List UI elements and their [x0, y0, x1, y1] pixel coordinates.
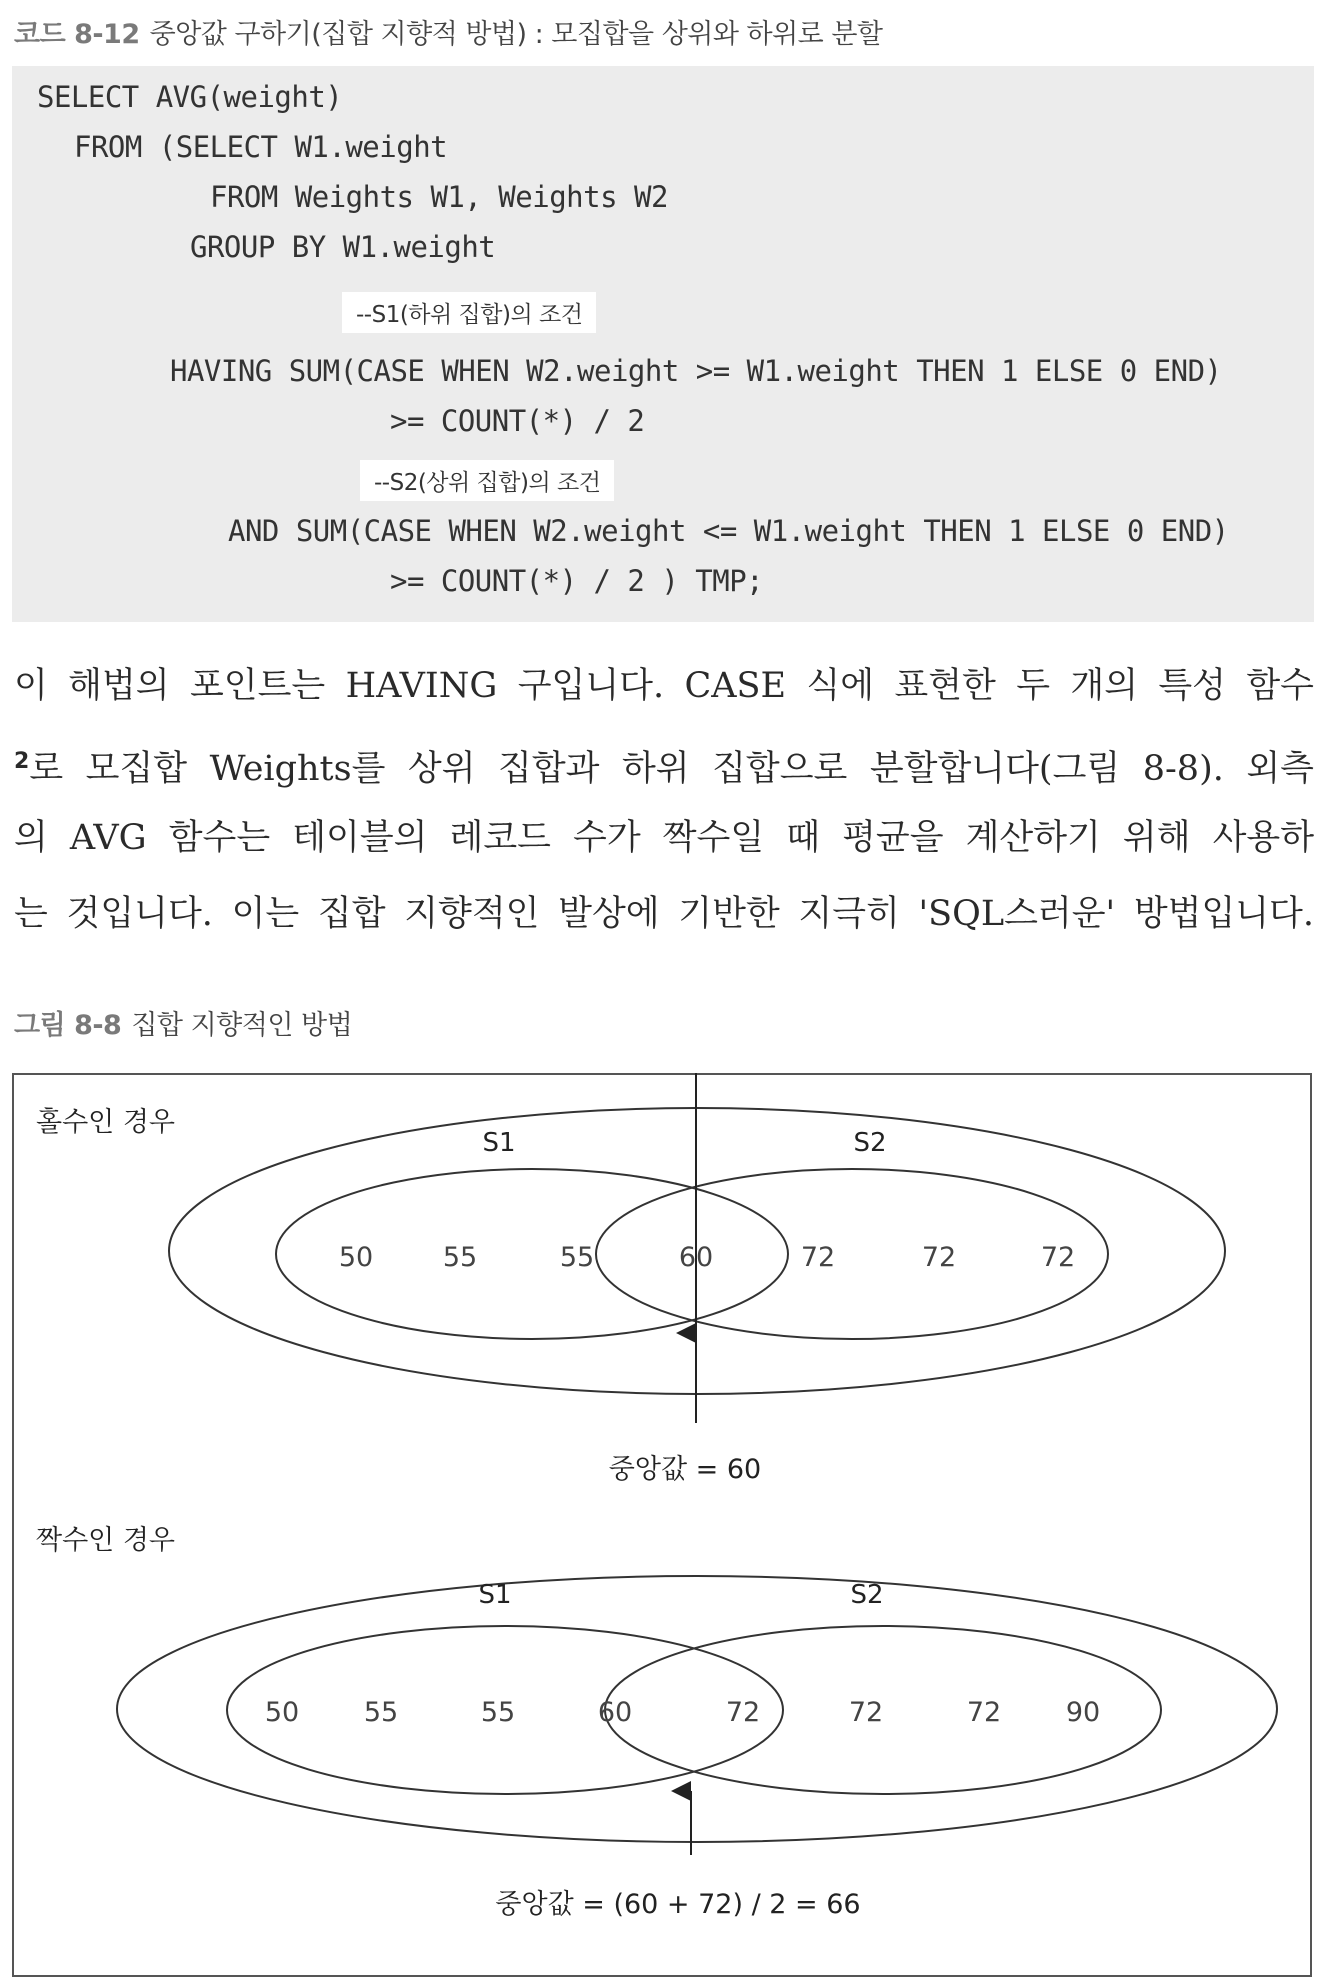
odd-value: 50: [338, 1242, 374, 1273]
even-median-label: 중앙값 = (60 + 72) / 2 = 66: [495, 1889, 861, 1920]
body-line: [14, 724, 1314, 800]
code-comment-s1: --S1(하위 집합)의 조건: [342, 292, 596, 333]
code-line: HAVING SUM(CASE WHEN W2.weight >= W1.weight THEN 1 ELSE 0 END): [170, 354, 1222, 388]
odd-s2-ellipse: [596, 1169, 1108, 1339]
code-comment-s2: --S2(상위 집합)의 조건: [360, 460, 614, 501]
odd-s2-label: S2: [853, 1128, 887, 1158]
odd-median-value: 60: [678, 1242, 714, 1273]
code-line: FROM (SELECT W1.weight: [74, 130, 448, 164]
body-line: 이 해법의 포인트는 HAVING 구입니다. CASE 식에 표현한 두 개의 특성 함수: [14, 666, 1314, 706]
even-value: 72: [848, 1697, 884, 1728]
odd-value: 72: [1040, 1242, 1076, 1273]
code-line: >= COUNT(*) / 2 ) TMP;: [390, 564, 764, 598]
code-line: SELECT AVG(weight): [37, 80, 343, 114]
figure-caption-text: 집합 지향적인 방법: [131, 1010, 353, 1041]
footnote-marker: 2: [14, 749, 30, 774]
even-median-value: 60: [597, 1697, 633, 1728]
odd-median-label: 중앙값 = 60: [608, 1454, 762, 1485]
odd-value: 55: [559, 1242, 595, 1273]
code-caption-text: 중앙값 구하기(집합 지향적 방법) : 모집합을 상위와 하위로 분할: [149, 19, 883, 50]
even-value: 72: [966, 1697, 1002, 1728]
code-line: FROM Weights W1, Weights W2: [210, 180, 668, 214]
code-caption: [14, 12, 883, 51]
even-median-value: 72: [725, 1697, 761, 1728]
set-diagram-svg: [12, 1073, 1312, 1977]
even-case-title: 짝수인 경우: [36, 1525, 175, 1556]
figure-frame: [13, 1074, 1311, 1976]
even-s1-label: S1: [478, 1580, 512, 1610]
figure-caption: [14, 1003, 352, 1042]
odd-s1-label: S1: [482, 1128, 516, 1158]
even-value: 55: [480, 1697, 516, 1728]
odd-value: 55: [442, 1242, 478, 1273]
odd-value: 72: [921, 1242, 957, 1273]
body-line: 는 것입니다. 이는 집합 지향적인 발상에 기반한 지극히 'SQL스러운' 방법입니다.: [14, 894, 1314, 934]
body-line: 의 AVG 함수는 테이블의 레코드 수가 짝수일 때 평균을 계산하기 위해 사용하: [14, 818, 1314, 858]
body-line-text: 로 모집합 Weights를 상위 집합과 하위 집합으로 분할합니다(그림 8-8). 외측: [29, 749, 1314, 789]
odd-case-title: 홀수인 경우: [36, 1107, 175, 1138]
figure-caption-label: 그림 8-8: [14, 1010, 122, 1041]
even-value: 55: [363, 1697, 399, 1728]
code-block: [12, 66, 1314, 622]
odd-value: 72: [800, 1242, 836, 1273]
set-diagram: [12, 1073, 1312, 1977]
code-line: GROUP BY W1.weight: [190, 230, 496, 264]
even-s2-label: S2: [850, 1580, 884, 1610]
body-paragraph: [14, 648, 1314, 952]
code-caption-label: 코드 8-12: [14, 19, 140, 50]
even-value: 90: [1065, 1697, 1101, 1728]
code-line: >= COUNT(*) / 2: [390, 404, 645, 438]
code-line: AND SUM(CASE WHEN W2.weight <= W1.weight THEN 1 ELSE 0 END): [228, 514, 1229, 548]
even-value: 50: [264, 1697, 300, 1728]
